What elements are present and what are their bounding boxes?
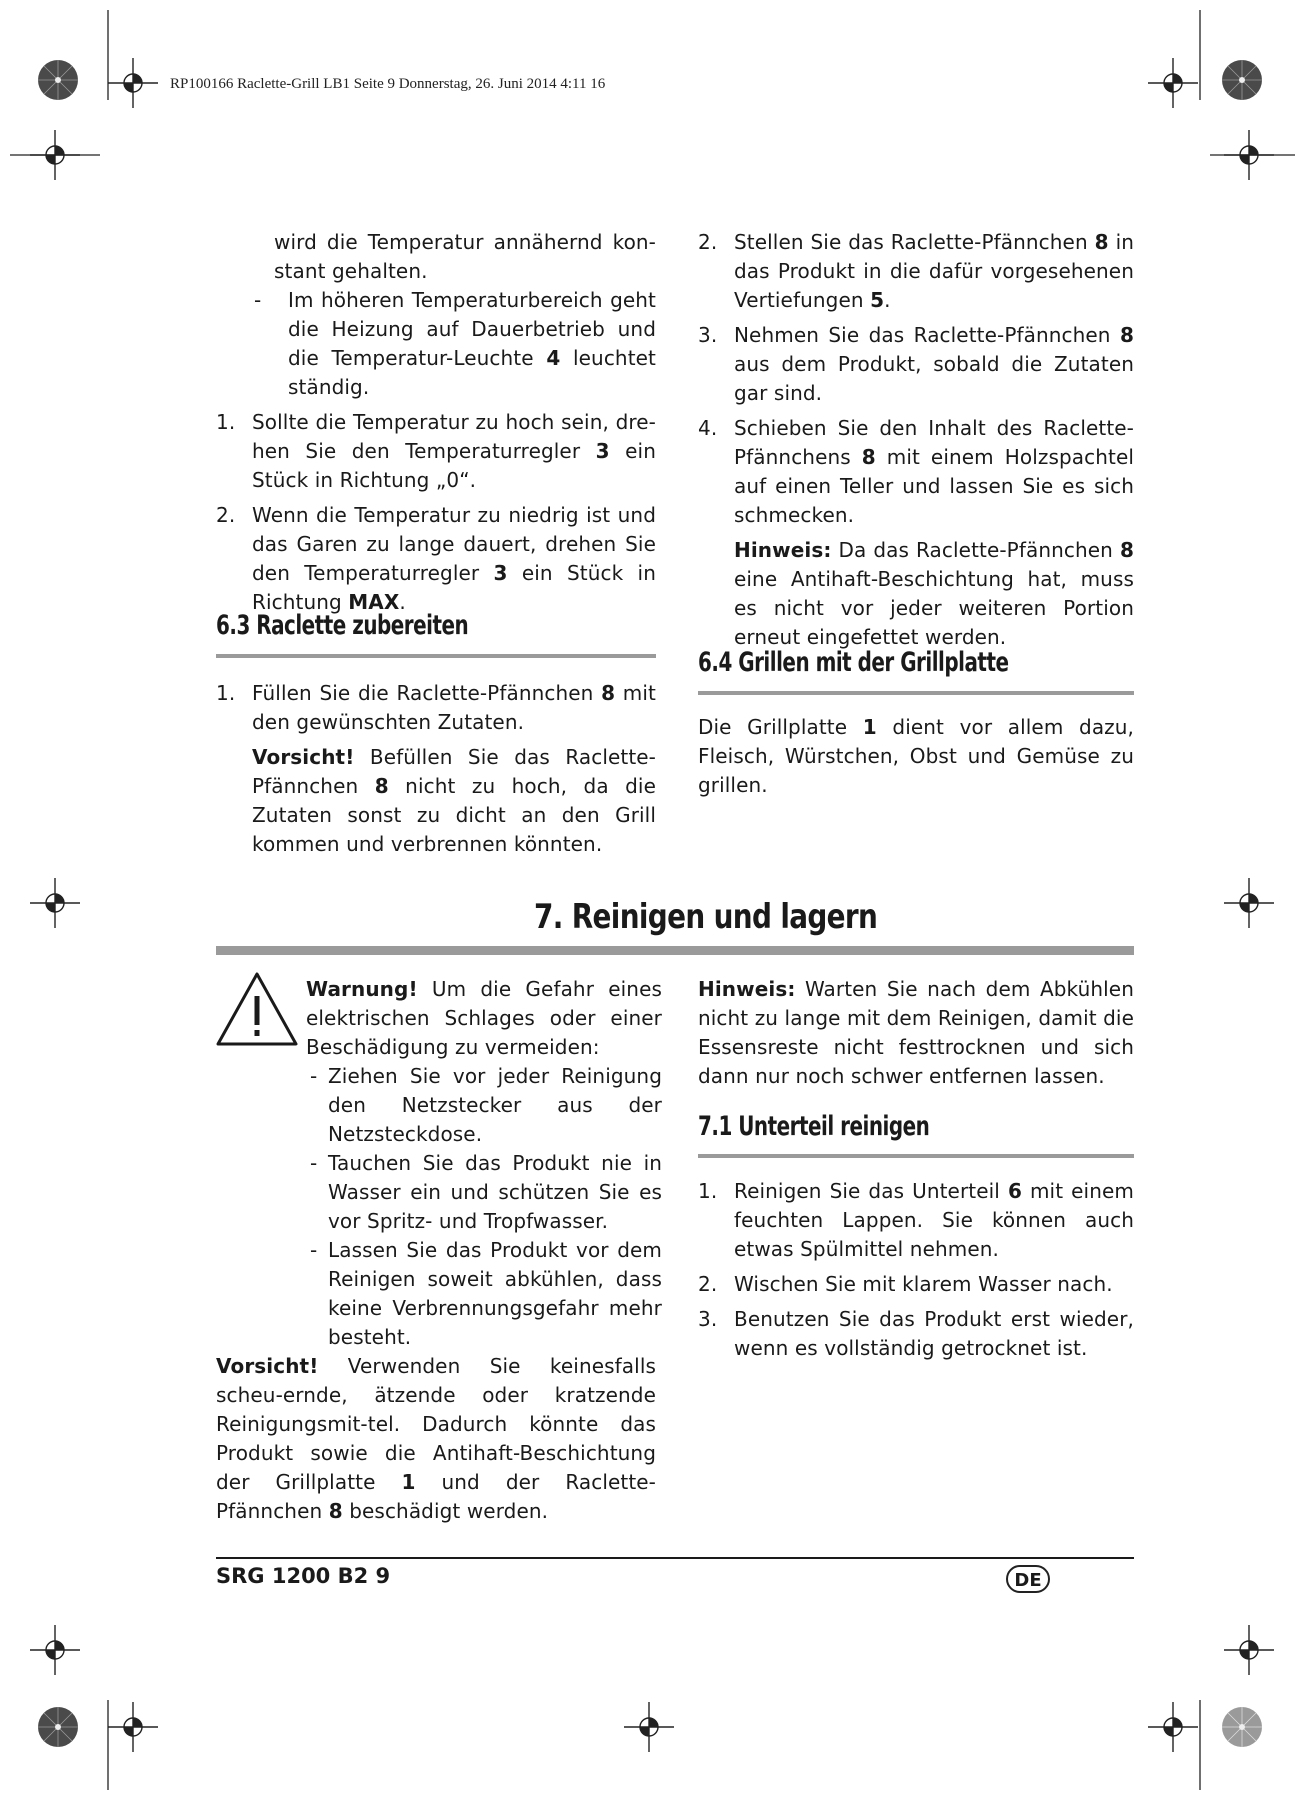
- warning-block: [306, 975, 662, 1352]
- section-6-4-body: [698, 713, 1134, 800]
- section-heading-6-4: 6.4 Grillen mit der Grillplatte: [698, 647, 1009, 678]
- color-wheel-icon: [1220, 1705, 1264, 1749]
- note-block: [698, 975, 1134, 1091]
- registration-mark-icon: [108, 1702, 158, 1752]
- caution-paragraph: Vorsicht! Verwenden Sie keinesfalls scheu-ernde, ätzende oder kratzende Reinigungsmit-tel. Dadurch könnte das Produkt sowie die Antihaft-Beschichtung der Grillplatte 1 und der Raclette-Pfännchen 8 beschädigt werden.: [216, 1354, 656, 1523]
- caution-paragraph: Vorsicht! Befüllen Sie das Raclette-Pfännchen 8 nicht zu hoch, da die Zutaten sonst zu dicht an den Grill kommen und verbrennen könnten.: [252, 745, 656, 856]
- printer-slug: RP100166 Raclette-Grill LB1 Seite 9 Donnerstag, 26. Juni 2014 4:11 16: [170, 76, 606, 92]
- section-7-1-body: [698, 1177, 1134, 1363]
- registration-mark-icon: [1148, 58, 1198, 108]
- registration-mark-icon: [1224, 1625, 1274, 1675]
- registration-mark-icon: [624, 1702, 674, 1752]
- registration-mark-icon: [1148, 1702, 1198, 1752]
- list-item: 1. Reinigen Sie das Unterteil 6 mit einem feuchten Lappen. Sie können auch etwas Spülmittel nehmen.: [698, 1179, 1134, 1261]
- chapter-rule: [216, 946, 1134, 955]
- color-wheel-icon: [1220, 58, 1264, 102]
- list-item: 2. Stellen Sie das Raclette-Pfännchen 8 in das Produkt in die dafür vorgesehenen Vertiefungen 5.: [698, 230, 1134, 312]
- caution-block: [216, 1352, 656, 1526]
- list-item: - Tauchen Sie das Produkt nie in Wasser ein und schützen Sie es vor Spritz- und Tropfwasser.: [310, 1151, 662, 1233]
- section-heading-7-1: 7.1 Unterteil reinigen: [698, 1111, 930, 1142]
- list-item: 2. Wischen Sie mit klarem Wasser nach.: [698, 1272, 1113, 1296]
- registration-mark-icon: [1224, 130, 1274, 180]
- list-item: 4. Schieben Sie den Inhalt des Raclette-Pfännchens 8 mit einem Holzspachtel auf einen Teller und lassen Sie es sich schmecken.: [698, 416, 1135, 527]
- list-item: 3. Nehmen Sie das Raclette-Pfännchen 8 aus dem Produkt, sobald die Zutaten gar sind.: [698, 323, 1134, 405]
- list-item: - Im höheren Temperaturbereich geht die Heizung auf Dauerbetrieb und die Temperatur-Leuchte 4 leuchtet ständig.: [254, 288, 656, 399]
- registration-mark-icon: [30, 878, 80, 928]
- section-6-3-body: [216, 679, 656, 859]
- registration-mark-icon: [30, 1625, 80, 1675]
- list-item: 2. Wenn die Temperatur zu niedrig ist und das Garen zu lange dauert, drehen Sie den Temperaturregler 3 ein Stück in Richtung MAX.: [216, 503, 656, 614]
- list-item: 1. Füllen Sie die Raclette-Pfännchen 8 mit den gewünschten Zutaten.: [216, 681, 656, 734]
- color-wheel-icon: [36, 1705, 80, 1749]
- list-item: 3. Benutzen Sie das Produkt erst wieder, wenn es vollständig getrocknet ist.: [698, 1307, 1134, 1360]
- language-badge: DE: [1006, 1565, 1050, 1593]
- left-column-top: [216, 228, 656, 617]
- section-rule: [698, 1154, 1134, 1158]
- registration-mark-icon: [1224, 878, 1274, 928]
- list-item: - Ziehen Sie vor jeder Reinigung den Netzstecker aus der Netzsteckdose.: [310, 1064, 662, 1146]
- note-paragraph: Hinweis: Warten Sie nach dem Abkühlen nicht zu lange mit dem Reinigen, damit die Essensreste nicht festtrocknen und sich dann nur noch schwer entfernen lassen.: [698, 977, 1134, 1088]
- section-heading-6-3: 6.3 Raclette zubereiten: [216, 610, 469, 641]
- list-item: - Lassen Sie das Produkt vor dem Reinigen soweit abkühlen, dass keine Verbrennungsgefahr mehr besteht.: [310, 1238, 662, 1349]
- warning-paragraph: Warnung! Um die Gefahr eines elektrischen Schlages oder einer Beschädigung zu vermeiden:: [306, 977, 662, 1059]
- section-rule: [698, 691, 1134, 695]
- warning-triangle-icon: [214, 970, 300, 1048]
- registration-mark-icon: [108, 58, 158, 108]
- registration-mark-icon: [30, 130, 80, 180]
- page-number: 9: [375, 1564, 391, 1588]
- footer-model: SRG 1200 B2 9: [216, 1564, 391, 1588]
- continued-text: wird die Temperatur annähernd kon-stant gehalten.: [274, 230, 656, 283]
- section-rule: [216, 654, 656, 658]
- color-wheel-icon: [36, 58, 80, 102]
- list-item: 1. Sollte die Temperatur zu hoch sein, dre-hen Sie den Temperaturregler 3 ein Stück in Richtung „0“.: [216, 410, 656, 492]
- right-column-top: [698, 228, 1134, 652]
- note-paragraph: Hinweis: Da das Raclette-Pfännchen 8 eine Antihaft-Beschichtung hat, muss es nicht vor jeder weiteren Portion erneut eingefettet werden.: [734, 538, 1134, 649]
- paragraph: Die Grillplatte 1 dient vor allem dazu, Fleisch, Würstchen, Obst und Gemüse zu grillen.: [698, 715, 1135, 797]
- chapter-heading-7: 7. Reinigen und lagern: [534, 897, 878, 937]
- footer-rule: [216, 1557, 1134, 1559]
